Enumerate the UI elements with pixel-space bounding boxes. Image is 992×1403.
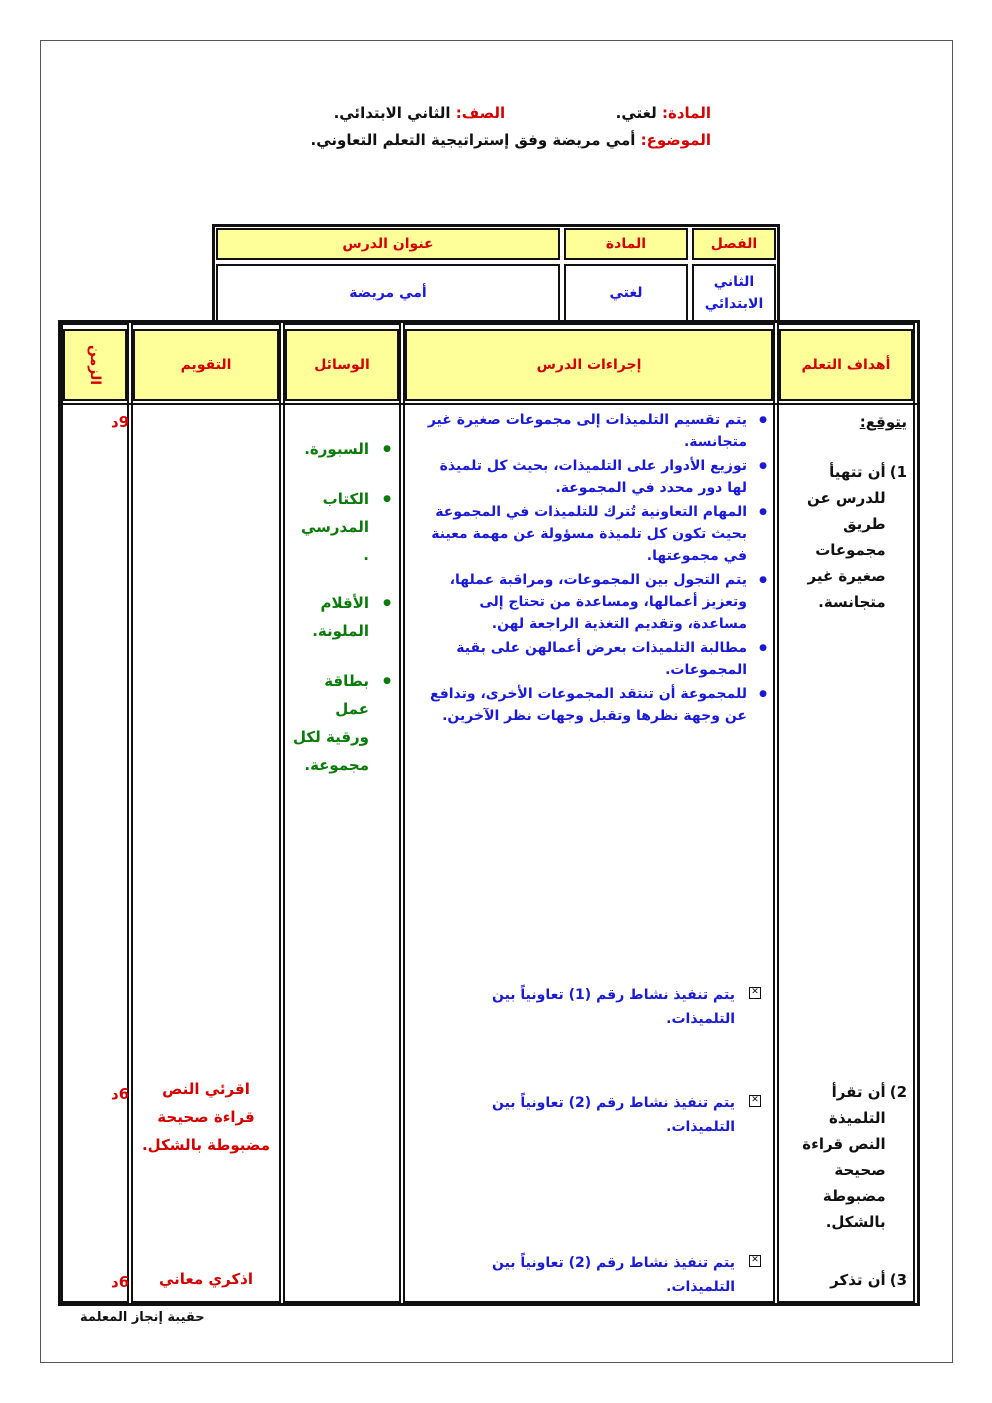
goal-3: 3) أن تذكر xyxy=(830,1271,907,1289)
goal-1: 1) أن تتهيأ للدرس عن طريق مجموعات صغيرة غير متجانسة. xyxy=(806,463,907,611)
time-1: 9د xyxy=(111,413,130,431)
procedures-list xyxy=(419,409,769,729)
lesson-title-header: عنوان الدرس xyxy=(216,228,560,260)
procedure-item: ● يتم التجول بين المجموعات، ومراقبة عملها، وتعزيز أعمالها، ومساعدة من تحتاج إلى مساعدة، وتقديم التغذية الراجعة لهن. xyxy=(419,569,769,635)
procedure-item: ● توزيع الأدوار على التلميذات، بحيث كل تلميذة لها دور محدد في المجموعة. xyxy=(419,455,769,499)
procedure-item: ● المهام التعاونية تُترك للتلميذات في المجموعة بحيث تكون كل تلميذة مسؤولة عن مهمة معينة في مجموعتها. xyxy=(419,501,769,567)
lesson-plan-table xyxy=(58,320,920,1306)
activity-3: ✕ يتم تنفيذ نشاط رقم (2) تعاونياً بين التلميذات. xyxy=(465,1251,735,1299)
evaluation-header: التقويم xyxy=(133,329,279,401)
semester-header: الفصل xyxy=(692,228,776,260)
footer-text: حقيبة إنجاز المعلمة xyxy=(80,1310,205,1325)
procedure-item: ● مطالبة التلميذات بعرض أعمالهن على بقية المجموعات. xyxy=(419,637,769,681)
goal-2: 2) أن تقرأ التلميذة النص قراءة صحيحة مضبوطة بالشكل. xyxy=(802,1083,907,1231)
evaluation-1: اقرئي النص قراءة صحيحة مضبوطة بالشكل. xyxy=(141,1080,270,1154)
checkbox-icon: ✕ xyxy=(749,987,761,999)
activity-2: ✕ يتم تنفيذ نشاط رقم (2) تعاونياً بين التلميذات. xyxy=(465,1091,735,1139)
evaluation-2: اذكري معاني xyxy=(158,1270,254,1288)
tool-item: ● الكتاب المدرسي . xyxy=(293,485,393,569)
checkbox-icon: ✕ xyxy=(749,1095,761,1107)
time-3: 6د xyxy=(111,1273,130,1291)
topic-line: الموضوع: أمي مريضة وفق إستراتيجية التعلم التعاوني. xyxy=(310,131,711,149)
tool-item: ● الأقلام الملونة. xyxy=(293,589,393,645)
lesson-info-table xyxy=(212,224,780,320)
goals-header: أهداف التعلم xyxy=(779,329,913,401)
semester-value: الثاني الابتدائي xyxy=(692,264,776,320)
time-header: الزمن xyxy=(63,329,127,401)
activity-1: ✕ يتم تنفيذ نشاط رقم (1) تعاونياً بين التلميذات. xyxy=(465,983,735,1031)
lesson-title-value: أمي مريضة xyxy=(216,264,560,320)
subject-line: المادة: لغتي. الصف: الثاني الابتدائي. xyxy=(333,104,711,122)
tool-item: ● بطاقة عمل ورقية لكل مجموعة. xyxy=(293,667,393,779)
expected-label: يتوقع: xyxy=(859,413,907,431)
checkbox-icon: ✕ xyxy=(749,1255,761,1267)
tools-list xyxy=(293,435,393,779)
procedure-item: ● للمجموعة أن تنتقد المجموعات الأخرى، وتدافع عن وجهة نظرها وتقبل وجهات نظر الآخرين. xyxy=(419,683,769,727)
procedures-header: إجراءات الدرس xyxy=(405,329,773,401)
tool-item: ● السبورة. xyxy=(293,435,393,463)
subject-header: المادة xyxy=(564,228,688,260)
header-separator xyxy=(61,403,917,405)
procedure-item: ● يتم تقسيم التلميذات إلى مجموعات صغيرة غير متجانسة. xyxy=(419,409,769,453)
subject-value: لغتي xyxy=(564,264,688,320)
time-2: 6د xyxy=(111,1085,130,1103)
time-column xyxy=(61,323,129,1303)
tools-header: الوسائل xyxy=(285,329,399,401)
